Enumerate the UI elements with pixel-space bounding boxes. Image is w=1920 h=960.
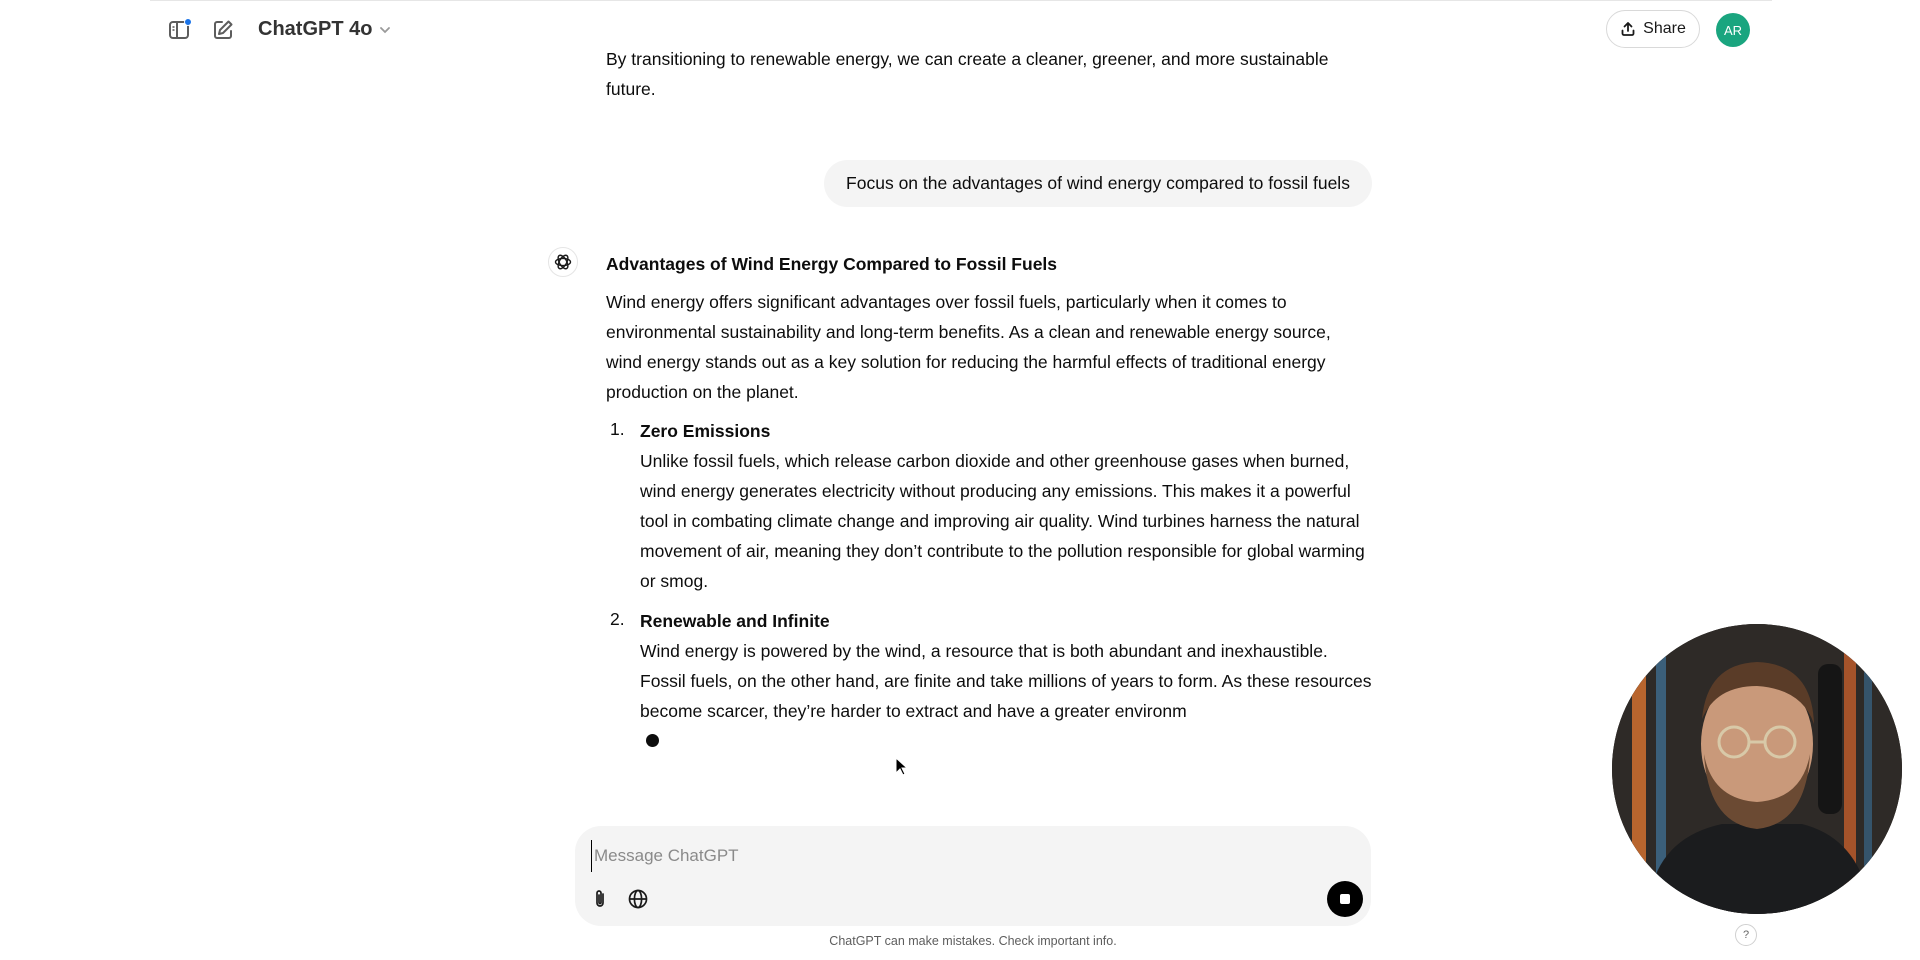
- list-item: [640, 606, 1375, 726]
- model-name: ChatGPT 4o: [258, 18, 373, 40]
- user-message: [824, 160, 1372, 207]
- mouse-pointer-icon: [895, 757, 909, 777]
- user-message-text: Focus on the advantages of wind energy compared to fossil fuels: [846, 173, 1350, 193]
- list-item-heading: Renewable and Infinite: [640, 611, 830, 631]
- disclaimer: ChatGPT can make mistakes. Check important info.: [829, 934, 1117, 948]
- share-button[interactable]: [1606, 10, 1700, 48]
- response-intro: Wind energy offers significant advantages over fossil fuels, particularly when it comes to environmental sustainability and long-term benefits. As a clean and renewable energy source, wind energy stands out as a key solution for reducing the harmful effects of traditional energy production on the planet.: [606, 292, 1331, 402]
- paperclip-icon: [589, 888, 611, 910]
- list-item-number: 2.: [610, 609, 625, 629]
- new-chat-button[interactable]: [209, 16, 237, 44]
- share-label: Share: [1643, 20, 1686, 37]
- new-chat-icon: [211, 18, 235, 42]
- list-item-body: Wind energy is powered by the wind, a resource that is both abundant and inexhaustible. Fossil fuels, on the other hand, are finite and take millions of years to form. As these resources become scarcer, they’re harder to extract and have a greater environm: [640, 641, 1372, 721]
- sidebar-toggle-icon: [167, 17, 193, 43]
- sidebar-toggle-button[interactable]: [166, 16, 194, 44]
- streaming-indicator: [646, 734, 659, 747]
- openai-logo-icon: [553, 252, 573, 272]
- chevron-down-icon: [378, 23, 392, 37]
- attach-button[interactable]: [585, 884, 615, 914]
- list-item: [640, 416, 1375, 596]
- globe-icon: [627, 888, 649, 910]
- list-item-body: Unlike fossil fuels, which release carbon dioxide and other greenhouse gases when burned, wind energy generates electricity without producing any emissions. This makes it a powerful tool in combating climate change and improving air quality. Wind turbines harness the natural movement of air, meaning they don’t contribute to the pollution responsible for global warming or smog.: [640, 451, 1365, 591]
- web-search-button[interactable]: [623, 884, 653, 914]
- webcam-overlay: [1612, 624, 1902, 914]
- presenter-video: [1612, 624, 1902, 914]
- stop-icon: [1340, 894, 1350, 904]
- assistant-avatar: [548, 247, 578, 277]
- avatar[interactable]: AR: [1716, 13, 1750, 47]
- stop-button[interactable]: [1327, 881, 1363, 917]
- upload-icon: [1620, 21, 1636, 37]
- previous-response-tail: By transitioning to renewable energy, we can create a cleaner, greener, and more sustainable future.: [606, 49, 1329, 99]
- model-selector[interactable]: [258, 18, 392, 41]
- list-item-heading: Zero Emissions: [640, 421, 771, 441]
- response-title: Advantages of Wind Energy Compared to Fossil Fuels: [606, 254, 1058, 274]
- message-composer: [575, 826, 1371, 926]
- help-button[interactable]: ?: [1735, 924, 1757, 946]
- message-input[interactable]: [591, 840, 1296, 872]
- list-item-number: 1.: [610, 419, 625, 439]
